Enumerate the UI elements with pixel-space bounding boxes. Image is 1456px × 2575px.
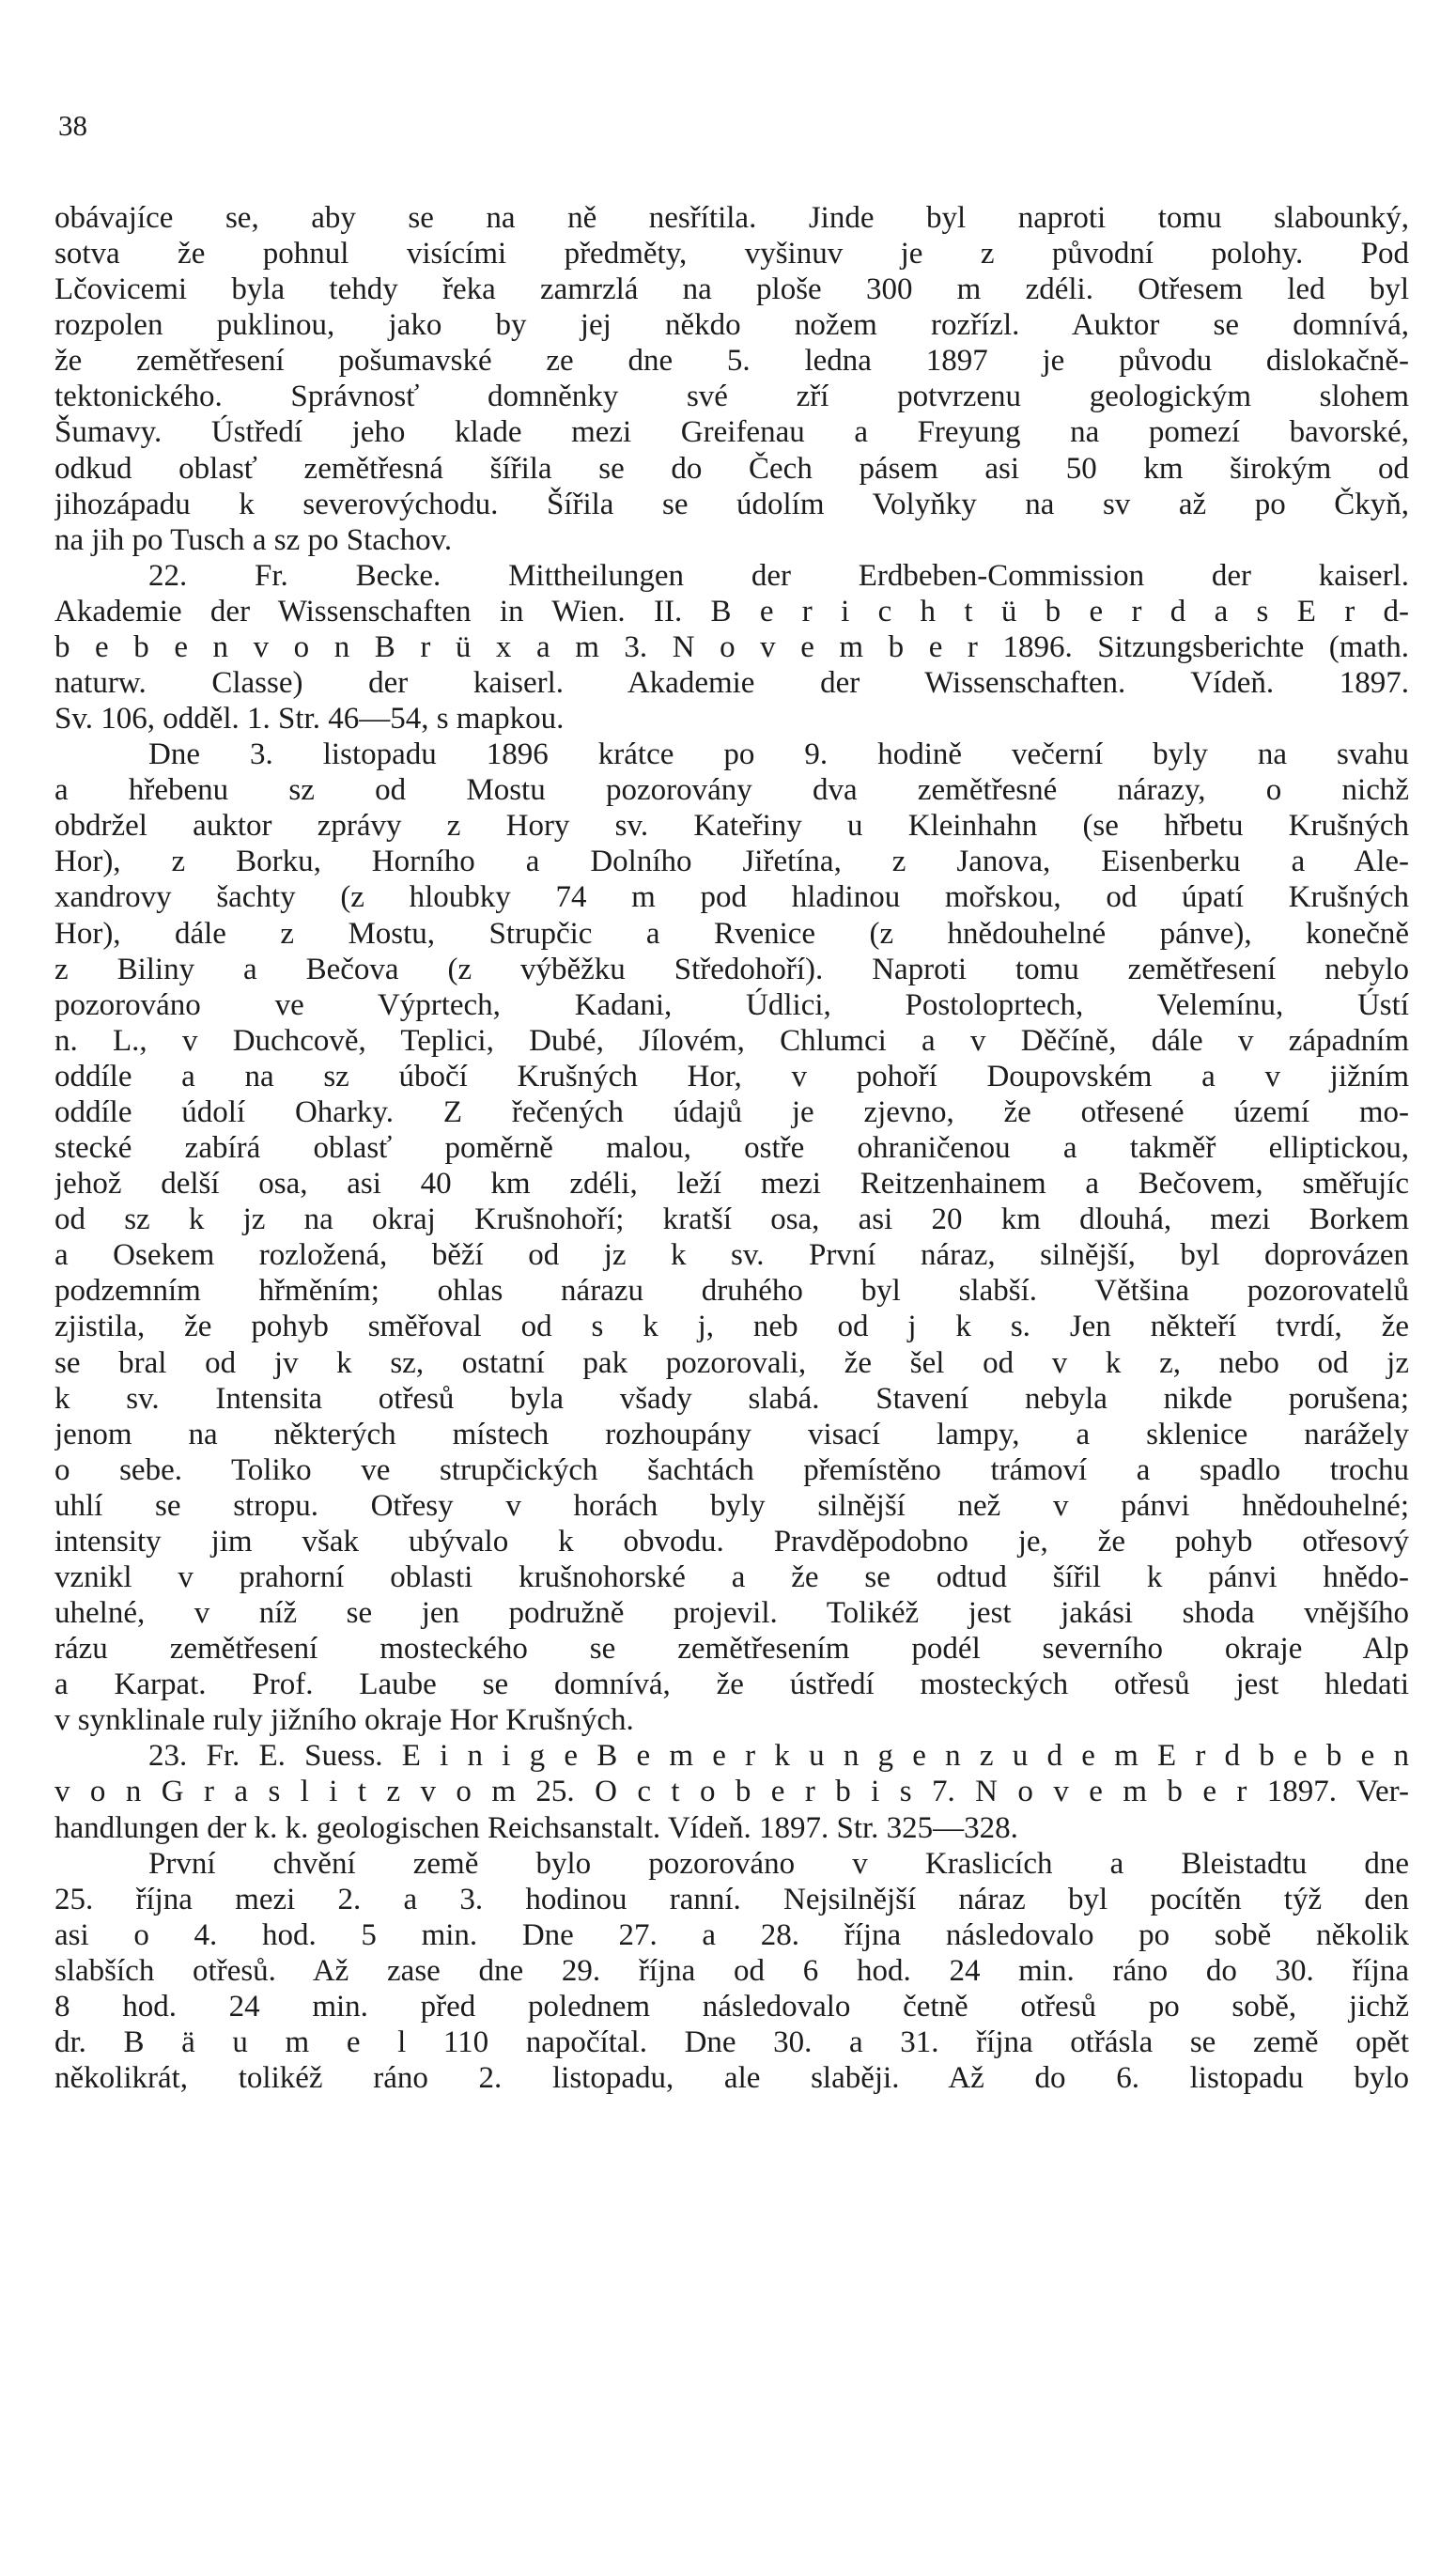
text-line: a Osekem rozložená, běží od jz k sv. První náraz, silnější, byl doprovázen [54, 1238, 1409, 1273]
text-line: sotva že pohnul visícími předměty, vyšinuv je z původní polohy. Pod [54, 237, 1409, 271]
text-line: Hor), dále z Mostu, Strupčic a Rvenice (z hnědouhelné pánve), konečně [54, 916, 1409, 951]
text-line: odkud oblasť zemětřesná šířila se do Čech pásem asi 50 km širokým od [54, 451, 1409, 486]
body-text [54, 200, 1409, 2096]
text-line: v o n G r a s l i t z v o m 25. O c t o b e r b i s 7. N o v e m b e r 1897. Ver- [54, 1775, 1409, 1809]
text-line: a hřebenu sz od Mostu pozorovány dva zemětřesné nárazy, o nichž [54, 773, 1409, 808]
text-line: oddíle a na sz úbočí Krušných Hor, v pohoří Doupovském a v jižním [54, 1059, 1409, 1094]
text-line: jenom na některých místech rozhoupány visací lampy, a sklenice narážely [54, 1417, 1409, 1451]
text-line: Dne 3. listopadu 1896 krátce po 9. hodině večerní byly na svahu [148, 737, 1409, 772]
text-line: se bral od jv k sz, ostatní pak pozorovali, že šel od v k z, nebo od jz [54, 1345, 1409, 1380]
text-line: jihozápadu k severovýchodu. Šířila se údolím Volyňky na sv až po Čkyň, [54, 487, 1409, 521]
text-line: intensity jim však ubývalo k obvodu. Pravděpodobno je, že pohyb otřesový [54, 1524, 1409, 1559]
text-line: od sz k jz na okraj Krušnohoří; kratší osa, asi 20 km dlouhá, mezi Borkem [54, 1202, 1409, 1237]
text-line: uhelné, v níž se jen podružně projevil. Tolikéž jest jakási shoda vnějšího [54, 1596, 1409, 1631]
text-line: oddíle údolí Oharky. Z řečených údajů je zjevno, že otřesené území mo- [54, 1094, 1409, 1129]
text-line: 22. Fr. Becke. Mittheilungen der Erdbeben-Commission der kaiserl. [148, 558, 1409, 593]
text-line: obdržel auktor zprávy z Hory sv. Kateřiny u Kleinhahn (se hřbetu Krušných [54, 809, 1409, 844]
text-line: b e b e n v o n B r ü x a m 3. N o v e m b e r 1896. Sitzungsberichte (math. [54, 629, 1409, 664]
text-line: podzemním hřměním; ohlas nárazu druhého byl slabší. Většina pozorovatelů [54, 1274, 1409, 1309]
text-line: asi o 4. hod. 5 min. Dne 27. a 28. října následovalo po sobě několik [54, 1917, 1409, 1952]
text-line: jehož delší osa, asi 40 km zdéli, leží mezi Reitzenhainem a Bečovem, směřujíc [54, 1167, 1409, 1202]
text-line: Šumavy. Ústředí jeho klade mezi Greifenau a Freyung na pomezí bavorské, [54, 415, 1409, 450]
text-line: n. L., v Duchcově, Teplici, Dubé, Jílovém, Chlumci a v Děčíně, dále v západním [54, 1023, 1409, 1058]
text-line: k sv. Intensita otřesů byla všady slabá. Stavení nebyla nikde porušena; [54, 1381, 1409, 1416]
text-line: z Biliny a Bečova (z výběžku Středohoří). Naproti tomu zemětřesení nebylo [54, 952, 1409, 986]
text-line: rozpolen puklinou, jako by jej někdo nožem rozřízl. Auktor se domnívá, [54, 308, 1409, 343]
text-line: stecké zabírá oblasť poměrně malou, ostře ohraničenou a takměř elliptickou, [54, 1131, 1409, 1166]
text-line: 8 hod. 24 min. před polednem následovalo četně otřesů po sobě, jichž [54, 1989, 1409, 2024]
text-line: Hor), z Borku, Horního a Dolního Jiřetína, z Janova, Eisenberku a Ale- [54, 845, 1409, 879]
text-line: slabších otřesů. Až zase dne 29. října od 6 hod. 24 min. ráno do 30. října [54, 1953, 1409, 1988]
text-line: v synklinale ruly jižního okraje Hor Krušných. [54, 1703, 634, 1738]
text-line: xandrovy šachty (z hloubky 74 m pod hladinou mořskou, od úpatí Krušných [54, 880, 1409, 915]
text-line: o sebe. Toliko ve strupčických šachtách přemístěno trámoví a spadlo trochu [54, 1452, 1409, 1487]
text-line: naturw. Classe) der kaiserl. Akademie der Wissenschaften. Vídeň. 1897. [54, 666, 1409, 701]
text-line: a Karpat. Prof. Laube se domnívá, že ústředí mosteckých otřesů jest hledati [54, 1668, 1409, 1702]
text-line: 23. Fr. E. Suess. E i n i g e B e m e r k u n g e n z u d e m E r d b e b e n [148, 1739, 1409, 1774]
text-line: Akademie der Wissenschaften in Wien. II. B e r i c h t ü b e r d a s E r d- [54, 594, 1409, 628]
text-line: obávajíce se, aby se na ně nesřítila. Jinde byl naproti tomu slabounký, [54, 201, 1409, 235]
text-line: rázu zemětřesení mosteckého se zemětřesením podél severního okraje Alp [54, 1632, 1409, 1667]
text-line: pozorováno ve Výprtech, Kadani, Údlici, Postoloprtech, Velemínu, Ústí [54, 987, 1409, 1022]
text-line: tektonického. Správnosť domněnky své zří potvrzenu geologickým slohem [54, 380, 1409, 414]
text-line: První chvění země bylo pozorováno v Kraslicích a Bleistadtu dne [148, 1846, 1409, 1881]
text-line: Lčovicemi byla tehdy řeka zamrzlá na ploše 300 m zdéli. Otřesem led byl [54, 272, 1409, 307]
text-line: 25. října mezi 2. a 3. hodinou ranní. Nejsilnější náraz byl pocítěn týž den [54, 1882, 1409, 1916]
text-line: vznikl v prahorní oblasti krušnohorské a že se odtud šířil k pánvi hnědo- [54, 1559, 1409, 1594]
text-line: zjistila, že pohyb směřoval od s k j, neb od j k s. Jen někteří tvrdí, že [54, 1310, 1409, 1344]
text-line: uhlí se stropu. Otřesy v horách byly silnější než v pánvi hnědouhelné; [54, 1488, 1409, 1523]
text-line: několikrát, tolikéž ráno 2. listopadu, ale slaběji. Až do 6. listopadu bylo [54, 2061, 1409, 2096]
text-line: Sv. 106, odděl. 1. Str. 46—54, s mapkou. [54, 702, 565, 737]
text-line: že zemětřesení pošumavské ze dne 5. ledna 1897 je původu dislokačně- [54, 344, 1409, 379]
text-line: handlungen der k. k. geologischen Reichsanstalt. Vídeň. 1897. Str. 325—328. [54, 1810, 1018, 1845]
text-line: dr. B ä u m e l 110 napočítal. Dne 30. a 31. října otřásla se země opět [54, 2024, 1409, 2059]
page-number: 38 [58, 109, 87, 142]
text-line: na jih po Tusch a sz po Stachov. [54, 522, 453, 557]
